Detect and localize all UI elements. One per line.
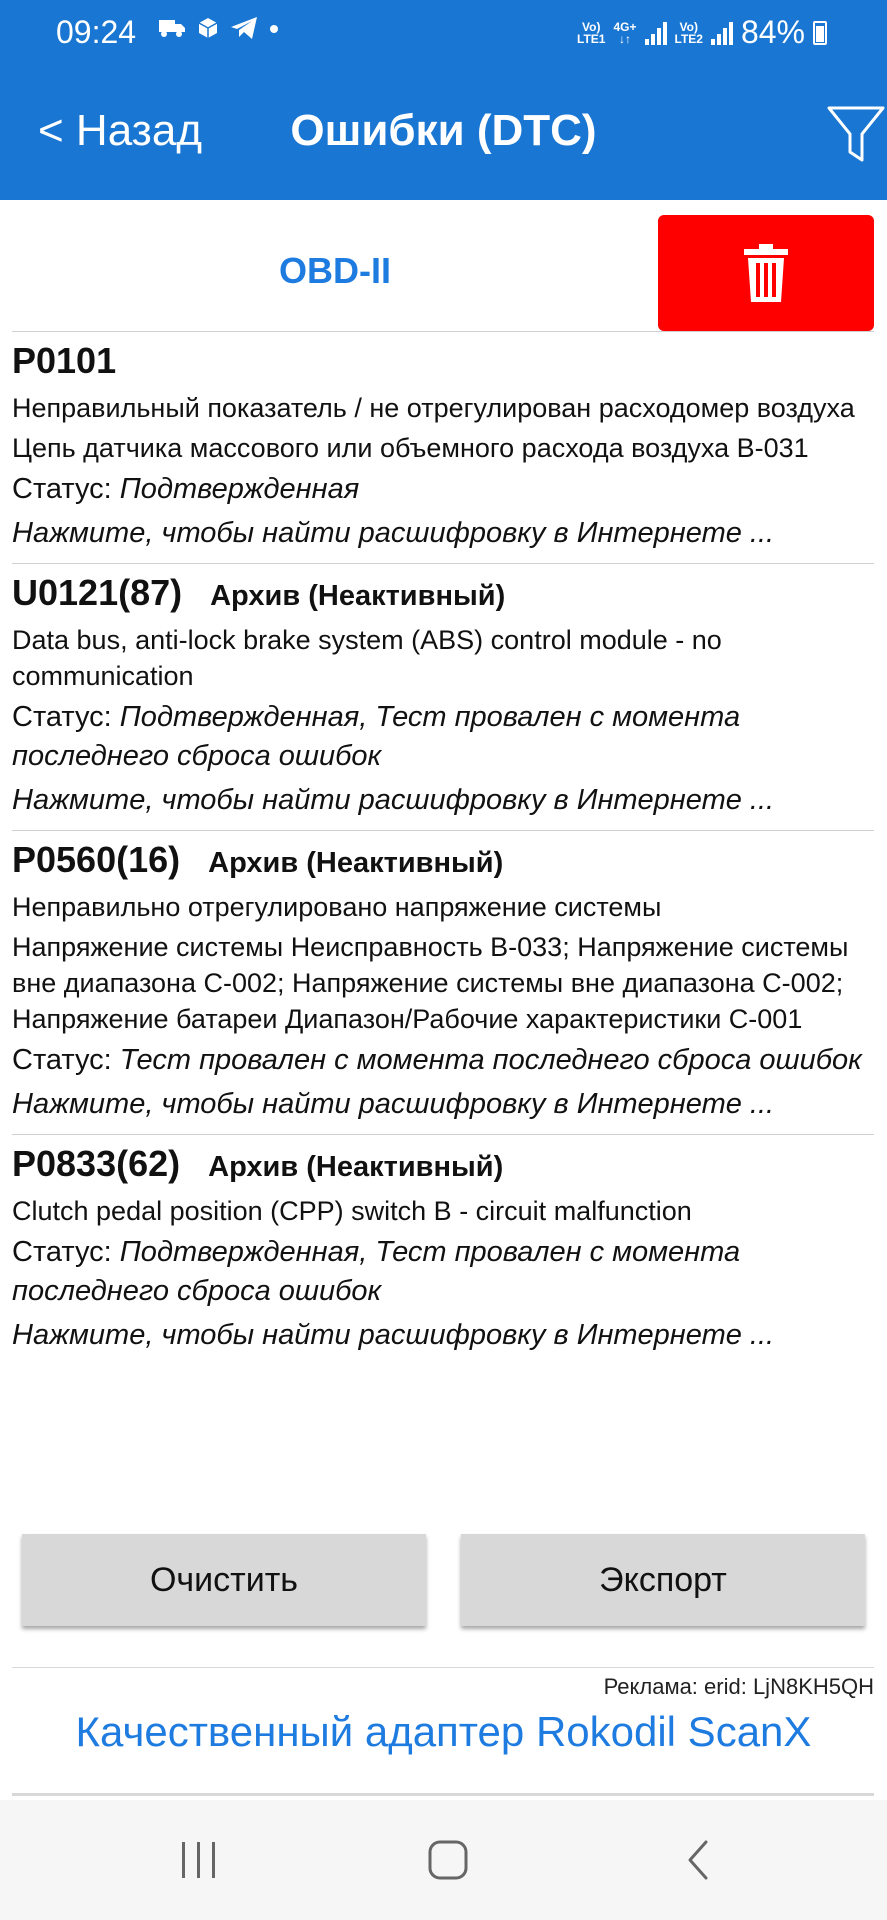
- back-button[interactable]: < Назад: [38, 106, 202, 155]
- dtc-code: U0121(87): [12, 572, 183, 613]
- system-status: [577, 14, 827, 51]
- export-button[interactable]: Экспорт: [461, 1534, 865, 1626]
- dtc-code: P0101: [12, 340, 117, 381]
- clear-button[interactable]: Очистить: [22, 1534, 426, 1626]
- status-label: Статус:: [12, 701, 112, 733]
- dtc-badge: Архив (Неактивный): [208, 847, 504, 879]
- dtc-description: Неправильно отрегулировано напряжение системы: [12, 892, 662, 922]
- signal-icon: [645, 21, 667, 45]
- ad-link[interactable]: Качественный адаптер Rokodil ScanX: [75, 1708, 812, 1755]
- status-value: Подтвержденная: [119, 473, 360, 505]
- back-icon: [670, 1830, 730, 1890]
- dtc-item[interactable]: [12, 563, 874, 830]
- dtc-status: [12, 698, 874, 776]
- net-mid-bottom: ↓↑: [618, 31, 631, 46]
- dtc-head: [12, 839, 874, 881]
- status-time: 09:24: [56, 14, 137, 50]
- status-value: Тест провален с момента последнего сброса ошибок: [119, 1044, 862, 1076]
- dtc-head: [12, 340, 874, 382]
- status-label: Статус:: [12, 1236, 112, 1268]
- notification-icons: [158, 16, 280, 40]
- ad-divider: [12, 1667, 874, 1668]
- dtc-status: [12, 1041, 874, 1080]
- net1-bottom: LTE1: [577, 31, 606, 46]
- dtc-item[interactable]: [12, 331, 874, 563]
- ad-label: Реклама: erid: LjN8KH5QH: [603, 1674, 874, 1699]
- signal-icon: [711, 21, 733, 45]
- dtc-description: Неправильный показатель / не отрегулирован расходомер воздуха: [12, 393, 855, 423]
- search-online-link[interactable]: Нажмите, чтобы найти расшифровку в Интернете ...: [12, 1319, 775, 1351]
- home-button[interactable]: [418, 1830, 478, 1890]
- dtc-description: Clutch pedal position (CPP) switch B - circuit malfunction: [12, 1196, 692, 1226]
- dtc-code: P0833(62): [12, 1143, 181, 1184]
- dtc-description: Цепь датчика массового или объемного расхода воздуха B-031: [12, 433, 809, 463]
- back-nav-button[interactable]: [670, 1830, 730, 1890]
- net2-bottom: LTE2: [674, 31, 703, 46]
- delete-button[interactable]: [658, 215, 874, 331]
- net2-top: Vo): [679, 19, 698, 34]
- dtc-item[interactable]: [12, 1134, 874, 1365]
- home-icon: [418, 1830, 478, 1890]
- dtc-badge: Архив (Неактивный): [210, 580, 506, 612]
- filter-button[interactable]: [826, 102, 886, 166]
- protocol-label: OBD-II: [279, 250, 391, 291]
- dtc-list[interactable]: [12, 331, 874, 1483]
- dtc-item[interactable]: [12, 830, 874, 1134]
- battery-icon: [813, 21, 827, 45]
- dtc-description: Напряжение системы Неисправность B-033; Напряжение системы вне диапазона C-002; Напряжение системы вне диапазона C-002; Напряжение батареи Диапазон/Рабочие характеристики C-001: [12, 932, 849, 1034]
- status-label: Статус:: [12, 1044, 112, 1076]
- dtc-badge: Архив (Неактивный): [208, 1151, 504, 1183]
- truck-icon: [158, 17, 186, 39]
- dtc-head: [12, 572, 874, 614]
- 4g-indicator: [613, 21, 636, 45]
- system-nav-bar: [0, 1800, 887, 1920]
- trash-icon: [743, 244, 789, 302]
- filter-icon: [826, 102, 886, 166]
- recent-apps-button[interactable]: [170, 1830, 230, 1890]
- volte-lte2-indicator: [675, 21, 703, 45]
- volte-lte1-indicator: [577, 21, 605, 45]
- search-online-link[interactable]: Нажмите, чтобы найти расшифровку в Интернете ...: [12, 1088, 775, 1120]
- app-bar: [0, 70, 887, 200]
- telegram-icon: [230, 16, 258, 40]
- dot-icon: [268, 16, 280, 40]
- search-online-link[interactable]: Нажмите, чтобы найти расшифровку в Интернете ...: [12, 784, 775, 816]
- battery-percent: 84%: [740, 14, 805, 50]
- page-title: Ошибки (DTC): [290, 106, 597, 155]
- ad-bottom-border: [12, 1793, 874, 1796]
- dtc-head: [12, 1143, 874, 1185]
- net-mid-top: 4G+: [613, 19, 637, 34]
- recent-apps-icon: [170, 1830, 230, 1890]
- status-bar: [0, 0, 887, 70]
- dtc-status: [12, 1233, 874, 1311]
- search-online-link[interactable]: Нажмите, чтобы найти расшифровку в Интернете ...: [12, 517, 775, 549]
- dtc-status: [12, 470, 874, 509]
- dtc-description: Data bus, anti-lock brake system (ABS) control module - no communication: [12, 625, 722, 691]
- cube-icon: [196, 16, 220, 40]
- status-label: Статус:: [12, 473, 112, 505]
- dtc-code: P0560(16): [12, 839, 181, 880]
- status-value: Подтвержденная, Тест провален с момента последнего сброса ошибок: [12, 701, 741, 772]
- status-value: Подтвержденная, Тест провален с момента последнего сброса ошибок: [12, 1236, 741, 1307]
- net1-top: Vo): [582, 19, 601, 34]
